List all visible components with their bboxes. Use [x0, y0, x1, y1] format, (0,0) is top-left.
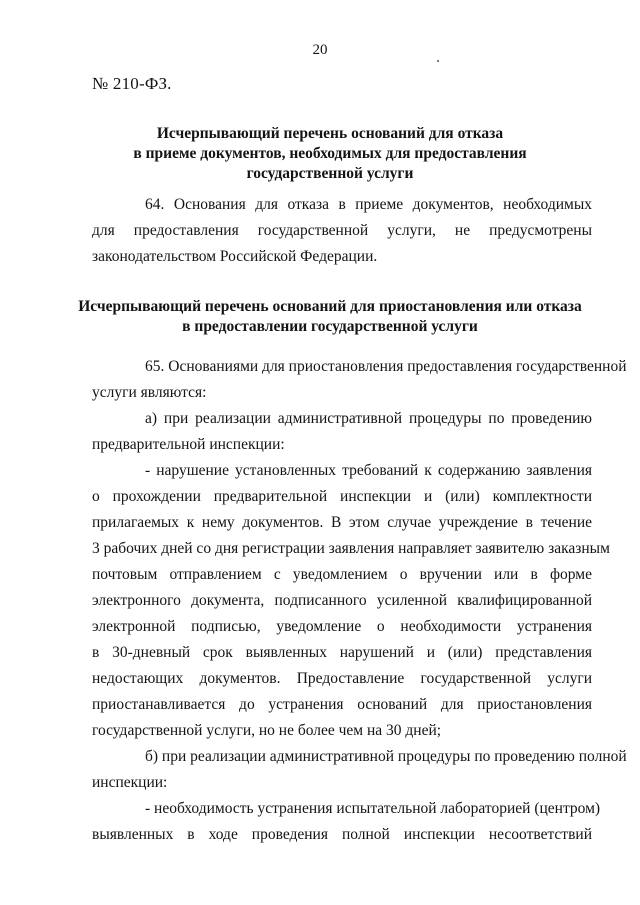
paragraph-line: о прохождении предварительной инспекции и (или) комплектности: [92, 488, 592, 505]
section-heading-suspension-refusal: [60, 297, 600, 337]
paragraph-line: выявленных в ходе проведения полной инспекции несоответствий: [92, 826, 592, 843]
paragraph-line: в 30-дневный срок выявленных нарушений и (или) представления: [92, 644, 592, 661]
paragraph-line: услуги являются:: [92, 384, 207, 401]
paragraph-line: - необходимость устранения испытательной лабораторией (центром): [145, 800, 601, 817]
paragraph-line: инспекции:: [92, 774, 168, 791]
paragraph-line: 3 рабочих дней со дня регистрации заявления направляет заявителю заказным: [92, 540, 610, 557]
heading-line: в приеме документов, необходимых для предоставления: [133, 145, 527, 162]
heading-line: Исчерпывающий перечень оснований для приостановления или отказа: [78, 298, 582, 315]
paragraph-line: а) при реализации административной процедуры по проведению: [145, 410, 592, 427]
paragraph-line: 64. Основания для отказа в приеме документов, необходимых: [145, 196, 592, 213]
document-reference: № 210-ФЗ.: [92, 74, 172, 93]
paragraph-64: [92, 192, 592, 270]
paragraph-line: государственной услуги, но не более чем на 30 дней;: [92, 722, 442, 739]
heading-line: государственной услуги: [246, 165, 414, 182]
paragraph-line: 65. Основаниями для приостановления предоставления государственной: [145, 358, 627, 375]
paragraph-line: недостающих документов. Предоставление государственной услуги: [92, 670, 592, 687]
section-heading-refusal-acceptance: [60, 124, 600, 184]
paragraph-line: б) при реализации административной процедуры по проведению полной: [145, 748, 627, 765]
page-number: 20: [312, 42, 328, 58]
paragraph-line: предварительной инспекции:: [92, 436, 285, 453]
paragraph-line: приостанавливается до устранения оснований для приостановления: [92, 696, 592, 713]
scan-speck: [437, 60, 439, 62]
paragraph-line: для предоставления государственной услуги, не предусмотрены: [92, 222, 592, 239]
paragraph-line: законодательством Российской Федерации.: [92, 248, 378, 265]
paragraph-line: электронной подписью, уведомление о необходимости устранения: [92, 618, 592, 635]
paragraph-line: почтовым отправлением с уведомлением о вручении или в форме: [92, 566, 592, 583]
paragraph-line: электронного документа, подписанного усиленной квалифицированной: [92, 592, 592, 609]
heading-line: Исчерпывающий перечень оснований для отказа: [156, 125, 504, 142]
paragraph-65: [92, 354, 627, 848]
paragraph-line: - нарушение установленных требований к содержанию заявления: [145, 462, 592, 479]
paragraph-line: прилагаемых к нему документов. В этом случае учреждение в течение: [92, 514, 592, 531]
heading-line: в предоставлении государственной услуги: [182, 318, 478, 335]
